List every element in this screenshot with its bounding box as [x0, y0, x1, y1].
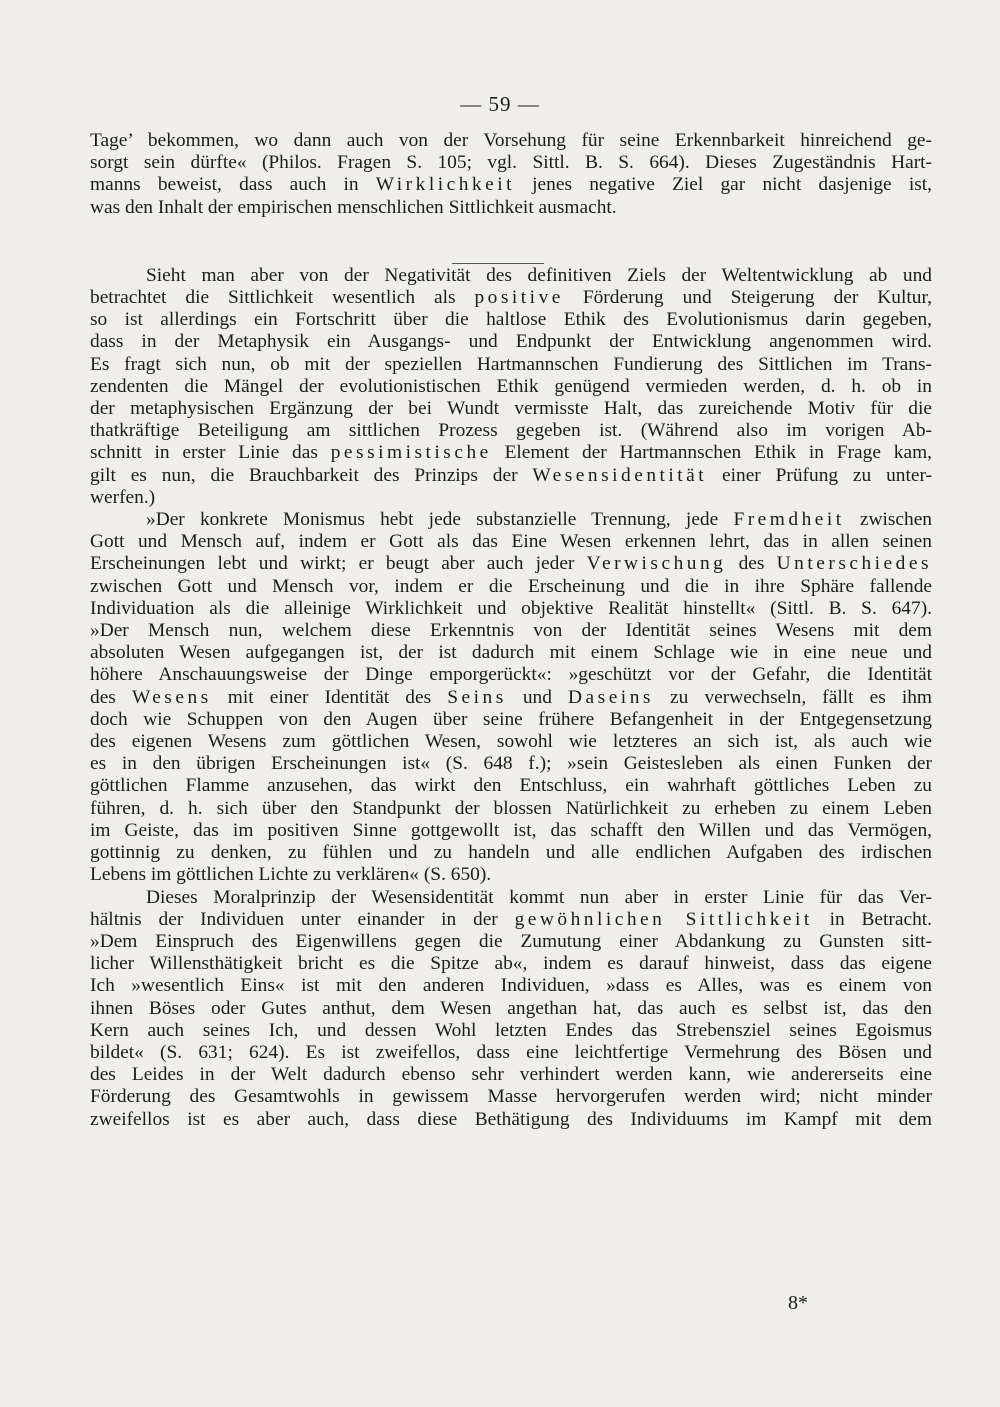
text-segment: Erscheinungen lebt und wirkt; er beugt aber auch jeder — [90, 553, 587, 575]
text-segment: gilt es nun, die Brauchbarkeit des Prinzips der — [90, 464, 533, 486]
section-separator — [452, 263, 544, 264]
text-line: göttlichen Flamme anzusehen, das wirkt den Entschluss, ein wahrhaft göttliches Leben zu — [90, 775, 932, 797]
text-line: zendenten die Mängel der evolutionistischen Ethik genügend vermieden werden, d. h. ob in — [90, 375, 932, 397]
text-segment: betrachtet die Sittlichkeit wesentlich als — [90, 287, 475, 309]
text-line: des Leides in der Welt dadurch ebenso sehr verhindert werden kann, wie andererseits eine — [90, 1064, 932, 1086]
text-line: es in den übrigen Erscheinungen ist« (S. 648 f.); »sein Geistesleben als einen Funken der — [90, 753, 932, 775]
text-segment: hältnis der Individuen unter einander in der — [90, 908, 515, 930]
text-line: Individuation als die alleinige Wirklichkeit und objektive Realität hinstellt« (Sittl. B. S. 647). — [90, 597, 932, 619]
text-line: was den Inhalt der empirischen menschlichen Sittlichkeit ausmacht. — [90, 196, 617, 218]
spaced-emphasis: Wirklichkeit — [375, 174, 515, 196]
text-line: führen, d. h. sich über den Standpunkt der blossen Natürlichkeit zu erheben zu einem Leben — [90, 797, 932, 819]
text-segment: zu verwechseln, fällt es ihm — [653, 686, 933, 708]
spaced-emphasis: Fremdheit — [733, 509, 845, 531]
text-segment: des — [90, 686, 132, 708]
text-line: bildet« (S. 631; 624). Es ist zweifellos, dass eine leichtfertige Vermehrung des Bösen und — [90, 1041, 932, 1063]
text-line: höhere Anschauungsweise der Dinge emporgerückt«: »geschützt vor der Gefahr, die Identität — [90, 664, 932, 686]
text-line: Kern auch seines Ich, und dessen Wohl letzten Endes das Strebensziel seines Egoismus — [90, 1019, 932, 1041]
text-line: Sieht man aber von der Negativität des definitiven Ziels der Weltentwicklung ab und — [146, 264, 932, 286]
text-segment: jenes negative Ziel gar nicht dasjenige ist, — [514, 174, 932, 196]
text-line: »Dem Einspruch des Eigenwillens gegen die Zumutung einer Abdankung zu Gunsten sitt- — [90, 930, 932, 952]
text-line: werfen.) — [90, 486, 156, 508]
text-line: Gott und Mensch auf, indem er Gott als das Eine Wesen erkennen lehrt, das in allen seinen — [90, 531, 932, 553]
text-line: des eigenen Wesens zum göttlichen Wesen, sowohl wie letzteres an sich ist, als auch wie — [90, 731, 932, 753]
text-line — [90, 909, 932, 931]
text-line — [90, 509, 932, 531]
text-line — [90, 465, 932, 487]
text-line: zwischen Gott und Mensch vor, indem er die Erscheinung und die in ihre Sphäre fallende — [90, 575, 932, 597]
text-line: im Geiste, das im positiven Sinne gottgewollt ist, das schafft den Willen und das Vermögen, — [90, 819, 932, 841]
paragraph-2 — [90, 265, 932, 509]
section-gap — [90, 219, 932, 265]
text-line: Dieses Moralprinzip der Wesensidentität kommt nun aber in erster Linie für das Ver- — [146, 886, 932, 908]
paragraph-1 — [90, 130, 932, 219]
signature-mark: 8* — [788, 1292, 808, 1314]
text-line — [90, 553, 932, 575]
text-line — [90, 174, 932, 196]
text-line: Ich »wesentlich Eins« ist mit den anderen Individuen, »dass es Alles, was es einem von — [90, 975, 932, 997]
text-line: dass in der Metaphysik ein Ausgangs- und Endpunkt der Entwicklung angenommen wird. — [90, 331, 932, 353]
paragraph-3 — [90, 509, 932, 886]
text-line: so ist allerdings ein Fortschritt über die haltlose Ethik des Evolutionismus darin gegeben, — [90, 309, 932, 331]
paragraph-4 — [90, 887, 932, 1131]
text-line — [90, 442, 932, 464]
spaced-emphasis: Seins — [447, 686, 507, 708]
text-line — [90, 287, 932, 309]
spaced-emphasis: Wesens — [131, 686, 212, 708]
body-text — [90, 130, 932, 1131]
spaced-emphasis: pessimistische — [330, 442, 492, 464]
text-segment: in Betracht. — [812, 908, 933, 930]
text-segment: zwischen — [844, 509, 932, 531]
text-segment: des — [726, 553, 777, 575]
text-segment: Element der Hartmannschen Ethik in Frage kam, — [491, 442, 933, 464]
spaced-emphasis: positive — [474, 287, 564, 309]
text-line: »Der Mensch nun, welchem diese Erkenntnis von der Identität seines Wesens mit dem — [90, 620, 932, 642]
spaced-emphasis: Wesensidentität — [532, 464, 708, 486]
text-line — [90, 687, 932, 709]
text-line: licher Willensthätigkeit bricht es die Spitze ab«, indem es darauf hinweist, dass das eigene — [90, 953, 932, 975]
text-line: sorgt sein dürfte« (Philos. Fragen S. 105; vgl. Sittl. B. S. 664). Dieses Zugeständnis Hart- — [90, 152, 932, 174]
text-line: zweifellos ist es aber auch, dass diese Bethätigung des Individuums im Kampf mit dem — [90, 1108, 932, 1130]
text-segment: Förderung und Steigerung der Kultur, — [563, 287, 932, 309]
text-line: Es fragt sich nun, ob mit der speziellen Hartmannschen Fundierung des Sittlichen im Trans- — [90, 353, 932, 375]
spaced-emphasis: Unterschiedes — [776, 553, 933, 575]
page-number: — 59 — — [460, 92, 540, 116]
text-segment: und — [506, 686, 569, 708]
text-line: ihnen Böses oder Gutes anthut, dem Wesen angethan hat, das auch es selbst ist, das den — [90, 997, 932, 1019]
text-line: absoluten Wesen aufgegangen ist, der ist dadurch mit einem Schlage wie in eine neue und — [90, 642, 932, 664]
spaced-emphasis: Daseins — [568, 686, 654, 708]
spaced-emphasis: gewöhnlichen Sittlichkeit — [514, 908, 813, 930]
text-segment: mit einer Identität des — [211, 686, 448, 708]
text-segment: einer Prüfung zu unter- — [707, 464, 932, 486]
text-segment: schnitt in erster Linie das — [90, 442, 331, 464]
text-segment: »Der konkrete Monismus hebt jede substanzielle Trennung, jede — [146, 509, 734, 531]
text-line: Tage’ bekommen, wo dann auch von der Vorsehung für seine Erkennbarkeit hinreichend ge- — [90, 130, 932, 151]
spaced-emphasis: Verwischung — [586, 553, 727, 575]
text-line: Lebens im göttlichen Lichte zu verklären« (S. 650). — [90, 864, 492, 886]
text-segment: manns beweist, dass auch in — [90, 174, 376, 196]
text-line: Förderung des Gesamtwohls in gewissem Masse hervorgerufen werden wird; nicht minder — [90, 1086, 932, 1108]
text-line: doch wie Schuppen von den Augen über seine frühere Befangenheit in der Entgegensetzung — [90, 708, 932, 730]
text-line: thatkräftige Beteiligung am sittlichen Prozess gegeben ist. (Während also im vorigen Ab- — [90, 420, 932, 442]
text-line: gottinnig zu denken, zu fühlen und zu handeln und alle endlichen Aufgaben des irdischen — [90, 842, 932, 864]
text-line: der metaphysischen Ergänzung der bei Wundt vermisste Halt, das zureichende Motiv für die — [90, 398, 932, 420]
